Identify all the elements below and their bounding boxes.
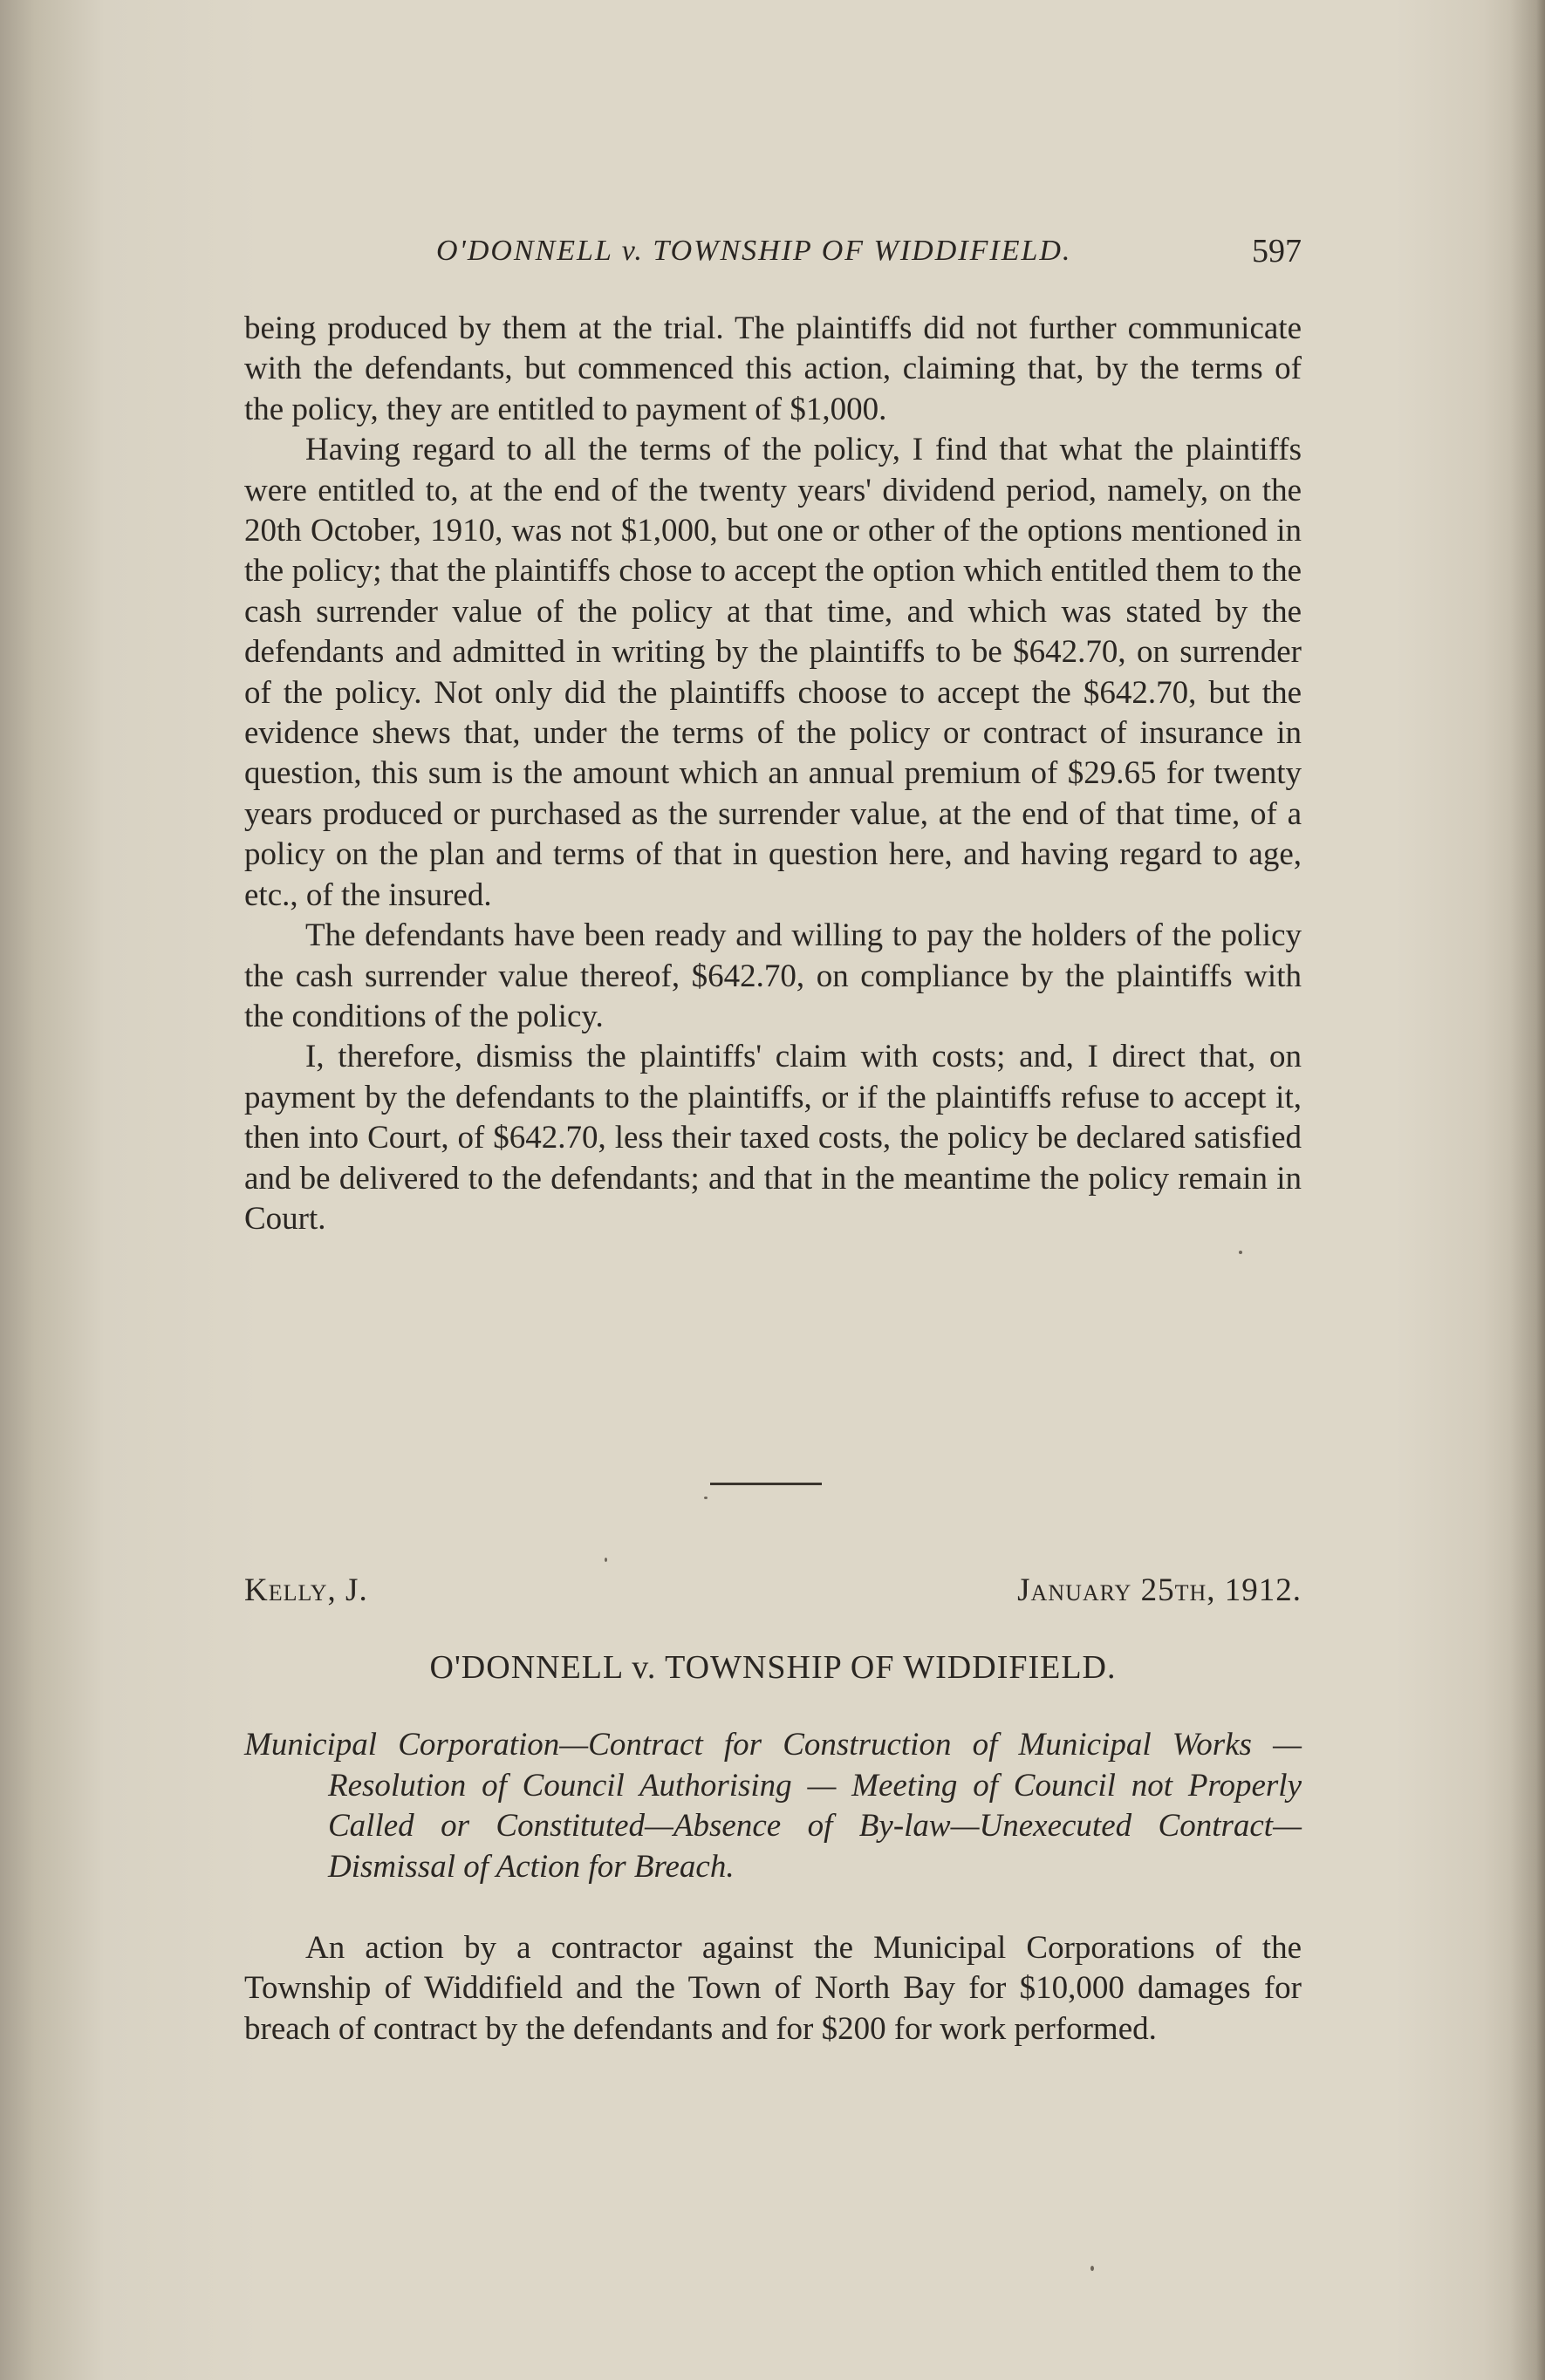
paragraph-2: Having regard to all the terms of the policy, I find that what the plaintiffs were entitled to, at the end of the twenty years' dividend period, namely, on the 20th October, 1910, was not $1,000, but one or other of the options mentioned in the policy; that the plaintiffs chose to accept the option which entitled them to the cash surrender value of the policy at that time, and which was stated by the defendants and admitted in writing by the plaintiffs to be $642.70, on surrender of the policy. Not only did the plaintiffs choose to accept the $642.70, but the evidence shews that, under the terms of the policy or contract of insurance in question, this sum is the amount which an annual premium of $29.65 for twenty years produced or purchased as the surrender value, at the end of that time, of a policy on the plan and terms of that in question here, and having regard to age, etc., of the insured.: [244, 432, 1302, 913]
running-head-title: O'DONNELL v. TOWNSHIP OF WIDDIFIELD.: [436, 235, 1072, 267]
body-text: [244, 309, 1302, 1239]
paragraph-1: being produced by them at the trial. The plaintiffs did not further communicate with the defendants, but commenced this action, claiming that, by the terms of the policy, they are entitled to payment of $1,000.: [244, 310, 1302, 427]
judgment-date: January 25th, 1912.: [1017, 1572, 1302, 1608]
case-intro: [244, 1928, 1302, 2049]
paragraph-3: The defendants have been ready and willing to pay the holders of the policy the cash surrender value thereof, $642.70, on compliance by the plaintiffs with the conditions of the policy.: [244, 917, 1302, 1034]
paper-speck: [605, 1558, 607, 1562]
book-spine-shadow: [1510, 0, 1545, 2380]
case-title: O'DONNELL v. TOWNSHIP OF WIDDIFIELD.: [429, 1649, 1117, 1686]
judge-name: Kelly, J.: [244, 1572, 368, 1608]
headnote: Municipal Corporation—Contract for Construction of Municipal Works — Resolution of Council Authorising — Meeting of Council not Properly Called or Constituted—Absence of By-law—Unexecuted Contract—Dismissal of Action for Breach.: [244, 1727, 1302, 1885]
running-head: [244, 225, 1302, 277]
paper-speck: [1239, 1251, 1242, 1254]
section-divider: [710, 1483, 822, 1485]
intro-paragraph: An action by a contractor against the Municipal Corporations of the Township of Widdifield and the Town of North Bay for $10,000 damages for breach of contract by the defendants and for $200 for work performed.: [244, 1930, 1302, 2047]
paragraph-4: I, therefore, dismiss the plaintiffs' claim with costs; and, I direct that, on payment by the defendants to the plaintiffs, or if the plaintiffs refuse to accept it, then into Court, of $642.70, less their taxed costs, the policy be declared satisfied and be delivered to the defendants; and that in the meantime the policy remain in Court.: [244, 1039, 1302, 1237]
paper-speck: [704, 1497, 708, 1499]
page-number: 597: [1252, 233, 1302, 269]
paper-speck: [1090, 2266, 1094, 2271]
